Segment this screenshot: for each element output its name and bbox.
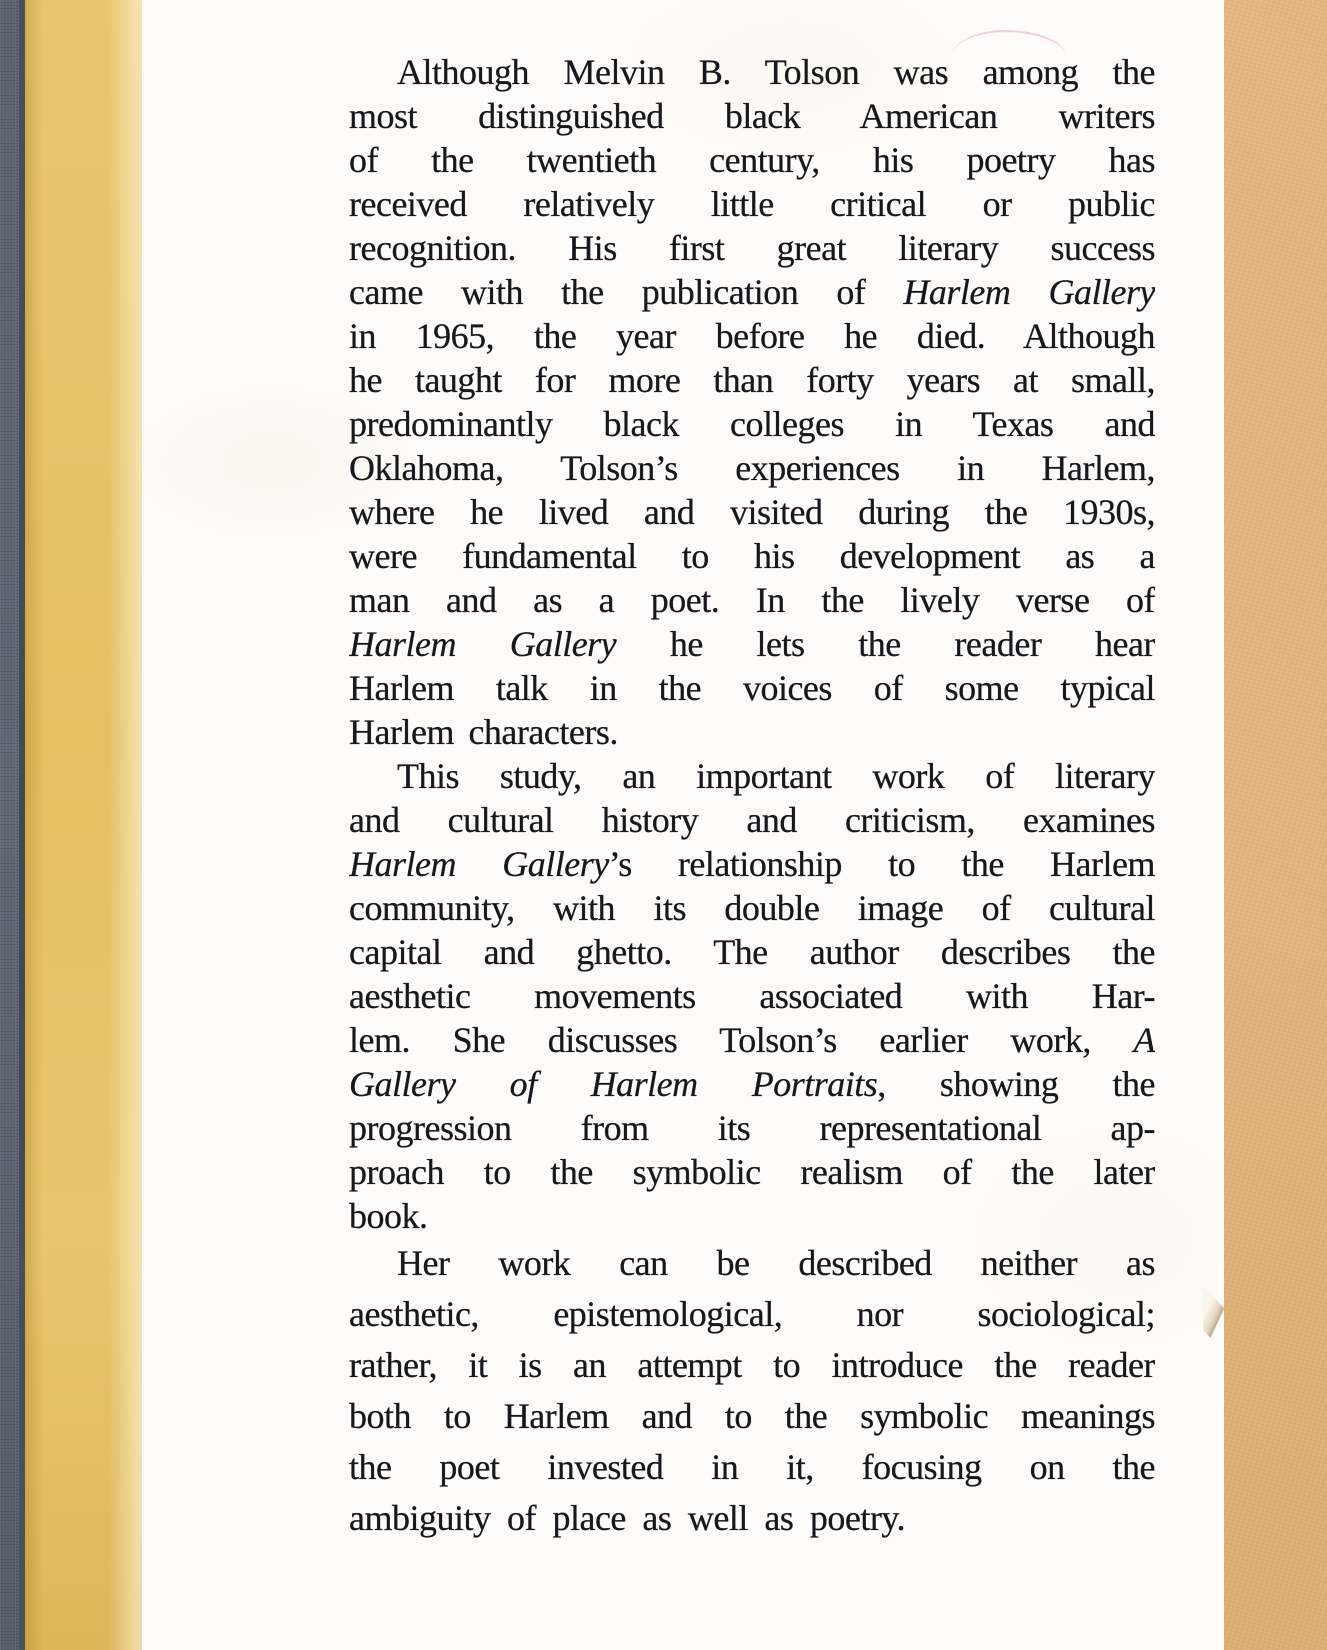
paragraph <box>349 50 1155 754</box>
body-text: in 1965, the year before he died. Although <box>349 316 1155 356</box>
book-spine-strip <box>0 0 19 1650</box>
text-line <box>349 710 1155 754</box>
text-line <box>349 138 1155 182</box>
body-text: Oklahoma, Tolson’s experiences in Harlem, <box>349 448 1155 488</box>
body-text: man and as a poet. In the lively verse of <box>349 580 1155 620</box>
body-text: ’s relationship to the Harlem <box>608 844 1155 884</box>
text-line <box>349 534 1155 578</box>
text-line <box>349 1194 1155 1238</box>
text-line <box>349 1493 1155 1544</box>
body-text: aesthetic, epistemological, nor sociological; <box>349 1294 1155 1334</box>
text-line <box>349 1150 1155 1194</box>
body-text: lem. She discusses Tolson’s earlier work, <box>349 1020 1134 1060</box>
body-text: proach to the symbolic realism of the later <box>349 1152 1155 1192</box>
text-line <box>349 402 1155 446</box>
text-line <box>349 1442 1155 1493</box>
body-text: rather, it is an attempt to introduce the reader <box>349 1345 1155 1385</box>
jacket-cover-edge <box>25 0 142 1650</box>
body-text: the poet invested in it, focusing on the <box>349 1447 1155 1487</box>
italic-title-text: Harlem Gallery <box>349 844 609 884</box>
text-line <box>349 1391 1155 1442</box>
body-text: This study, an important work of literary <box>397 756 1155 796</box>
flap-text <box>349 50 1155 1544</box>
body-text: ambiguity of place as well as poetry. <box>349 1498 905 1538</box>
text-line <box>349 226 1155 270</box>
text-line <box>349 798 1155 842</box>
body-text: came with the publication of <box>349 272 904 312</box>
body-text: where he lived and visited during the 1930s, <box>349 492 1155 532</box>
body-text: and cultural history and criticism, examines <box>349 800 1155 840</box>
body-text: he taught for more than forty years at small, <box>349 360 1155 400</box>
body-text: he lets the reader hear <box>616 624 1155 664</box>
paragraph <box>349 1238 1155 1544</box>
text-line <box>349 94 1155 138</box>
body-text: were fundamental to his development as a <box>349 536 1155 576</box>
text-line <box>349 974 1155 1018</box>
text-line <box>349 842 1155 886</box>
body-text: Her work can be described neither as <box>397 1243 1155 1283</box>
italic-title-text: Gallery of Harlem Portraits <box>349 1064 878 1104</box>
body-text: progression from its representational ap- <box>349 1108 1155 1148</box>
text-line <box>349 754 1155 798</box>
body-text: predominantly black colleges in Texas and <box>349 404 1155 444</box>
italic-title-text: Harlem Gallery <box>903 272 1155 312</box>
text-line <box>349 1340 1155 1391</box>
text-line <box>349 622 1155 666</box>
text-line <box>349 358 1155 402</box>
body-text: Although Melvin B. Tolson was among the <box>397 52 1155 92</box>
body-text: most distinguished black American writers <box>349 96 1155 136</box>
body-text: community, with its double image of cultural <box>349 888 1155 928</box>
body-text: both to Harlem and to the symbolic meanings <box>349 1396 1155 1436</box>
text-line <box>349 930 1155 974</box>
text-line <box>349 314 1155 358</box>
italic-title-text: Harlem Gallery <box>349 624 617 664</box>
text-line <box>349 490 1155 534</box>
body-text: aesthetic movements associated with Har- <box>349 976 1155 1016</box>
text-line <box>349 1238 1155 1289</box>
body-text: Harlem characters. <box>349 712 618 752</box>
text-line <box>349 182 1155 226</box>
paragraph <box>349 754 1155 1238</box>
body-text: received relatively little critical or public <box>349 184 1155 224</box>
italic-title-text: A <box>1133 1020 1155 1060</box>
text-line <box>349 1106 1155 1150</box>
text-line <box>349 578 1155 622</box>
text-line <box>349 1062 1155 1106</box>
body-text: book. <box>349 1196 428 1236</box>
body-text: capital and ghetto. The author describes the <box>349 932 1155 972</box>
body-text: Harlem talk in the voices of some typical <box>349 668 1155 708</box>
text-line <box>349 666 1155 710</box>
text-line <box>349 1289 1155 1340</box>
body-text: , showing the <box>877 1064 1155 1104</box>
text-line <box>349 886 1155 930</box>
text-line <box>349 1018 1155 1062</box>
text-line <box>349 446 1155 490</box>
text-line <box>349 270 1155 314</box>
body-text: of the twentieth century, his poetry has <box>349 140 1155 180</box>
kraft-paper-background <box>1224 0 1327 1650</box>
flap-page <box>142 0 1224 1650</box>
body-text: recognition. His first great literary success <box>349 228 1155 268</box>
